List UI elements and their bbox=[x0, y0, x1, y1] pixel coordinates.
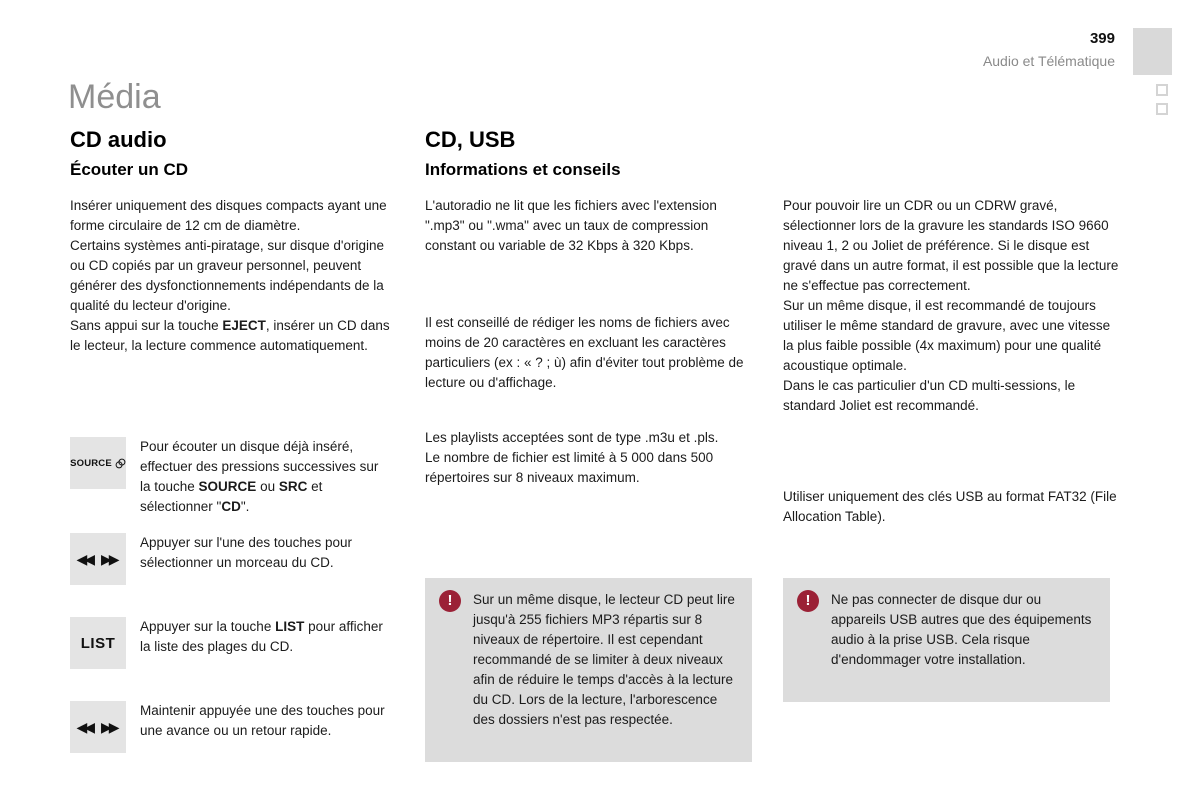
rewind-icon: ◀◀ bbox=[76, 718, 92, 735]
paragraph: Les playlists acceptées sont de type .m3u et .pls. bbox=[425, 430, 719, 445]
warning-panel-usb bbox=[783, 578, 1110, 702]
instruction-text: Maintenir appuyée une des touches pour une avance ou un retour rapide. bbox=[140, 703, 385, 738]
middle-paragraph-block bbox=[425, 428, 755, 488]
chapter-title: Média bbox=[68, 78, 161, 116]
warning-text: Sur un même disque, le lecteur CD peut lire jusqu'à 255 fichiers MP3 répartis sur 8 niveaux de répertoire. Il est cependant recommandé de se limiter à deux niveaux afin de réduire le temps d'accès à la lecture du CD. Lors de la lecture, l'arborescence des dossiers n'est pas respectée. bbox=[473, 592, 735, 727]
instruction-row-source bbox=[70, 437, 392, 517]
paragraph: Sur un même disque, il est recommandé de toujours utiliser le même standard de gravure, avec une vitesse la plus faible possible (4x maximum) pour une qualité acoustique optimale. bbox=[783, 298, 1111, 373]
warning-panel-cd bbox=[425, 578, 752, 762]
paragraph: Insérer uniquement des disques compacts ayant une forme circulaire de 12 cm de diamètre. bbox=[70, 198, 387, 233]
instruction-text: Appuyer sur la touche LIST pour afficher la liste des plages du CD. bbox=[140, 619, 383, 654]
subheading-ecouter-un-cd: Écouter un CD bbox=[70, 160, 189, 179]
list-button-icon bbox=[70, 617, 126, 669]
list-button-label: LIST bbox=[80, 634, 116, 652]
paragraph: L'autoradio ne lit que les fichiers avec l'extension ".mp3" ou ".wma" avec un taux de compression constant ou variable de 32 Kbps à 320 Kbps. bbox=[425, 198, 717, 253]
source-button-label: SOURCE bbox=[70, 457, 112, 469]
chapter-tab-marker bbox=[1133, 28, 1172, 75]
seek-buttons-icon bbox=[70, 701, 126, 753]
instruction-row-seek-track bbox=[70, 533, 392, 585]
warning-text: Ne pas connecter de disque dur ou appareils USB autres que des équipements audio à la prise USB. Cela risque d'endommager votre installation. bbox=[831, 592, 1092, 667]
instruction-row-seek-fast bbox=[70, 701, 392, 753]
tab-square-icon bbox=[1156, 103, 1168, 115]
instruction-text: Appuyer sur l'une des touches pour sélectionner un morceau du CD. bbox=[140, 535, 352, 570]
section-title: Audio et Télématique bbox=[982, 53, 1115, 69]
paragraph: Il est conseillé de rédiger les noms de fichiers avec moins de 20 caractères en excluant les caractères particuliers (ex : « ? ; ù) afin d'éviter tout problème de lecture ou d'affichage. bbox=[425, 315, 744, 390]
paragraph: Dans le cas particulier d'un CD multi-sessions, le standard Joliet est recommandé. bbox=[783, 378, 1076, 413]
tab-square-icon bbox=[1156, 84, 1168, 96]
paragraph: Sans appui sur la touche EJECT, insérer un CD dans le lecteur, la lecture commence automatiquement. bbox=[70, 318, 390, 353]
paragraph: Le nombre de fichier est limité à 5 000 dans 500 répertoires sur 8 niveaux maximum. bbox=[425, 450, 714, 485]
left-intro-block bbox=[70, 196, 392, 356]
warning-icon: ! bbox=[439, 590, 461, 612]
rewind-icon: ◀◀ bbox=[76, 550, 92, 567]
link-icon bbox=[114, 457, 127, 470]
instruction-row-list bbox=[70, 617, 392, 669]
paragraph: Utiliser uniquement des clés USB au format FAT32 (File Allocation Table). bbox=[783, 489, 1117, 524]
warning-icon: ! bbox=[797, 590, 819, 612]
right-paragraph-block bbox=[783, 196, 1119, 416]
paragraph: Certains systèmes anti-piratage, sur disque d'origine ou CD copiés par un graveur personnel, peuvent générer des dysfonctionnements indépendants de la qualité du lecteur d'origine. bbox=[70, 238, 384, 313]
paragraph: Pour pouvoir lire un CDR ou un CDRW gravé, sélectionner lors de la gravure les standards ISO 9660 niveau 1, 2 ou Joliet de préférence. Si le disque est gravé dans un autre format, il est possible que la lecture ne s'effectue pas correctement. bbox=[783, 198, 1119, 293]
subheading-informations: Informations et conseils bbox=[425, 160, 621, 179]
seek-buttons-icon bbox=[70, 533, 126, 585]
fast-forward-icon: ▶▶ bbox=[101, 718, 117, 735]
source-button-icon bbox=[70, 437, 126, 489]
page-number: 399 bbox=[1089, 30, 1115, 47]
instruction-text: Pour écouter un disque déjà inséré, effectuer des pressions successives sur la touche SOURCE ou SRC et sélectionner "CD". bbox=[140, 439, 379, 514]
heading-cd-usb: CD, USB bbox=[425, 127, 516, 152]
heading-cd-audio: CD audio bbox=[70, 127, 167, 152]
fast-forward-icon: ▶▶ bbox=[101, 550, 117, 567]
